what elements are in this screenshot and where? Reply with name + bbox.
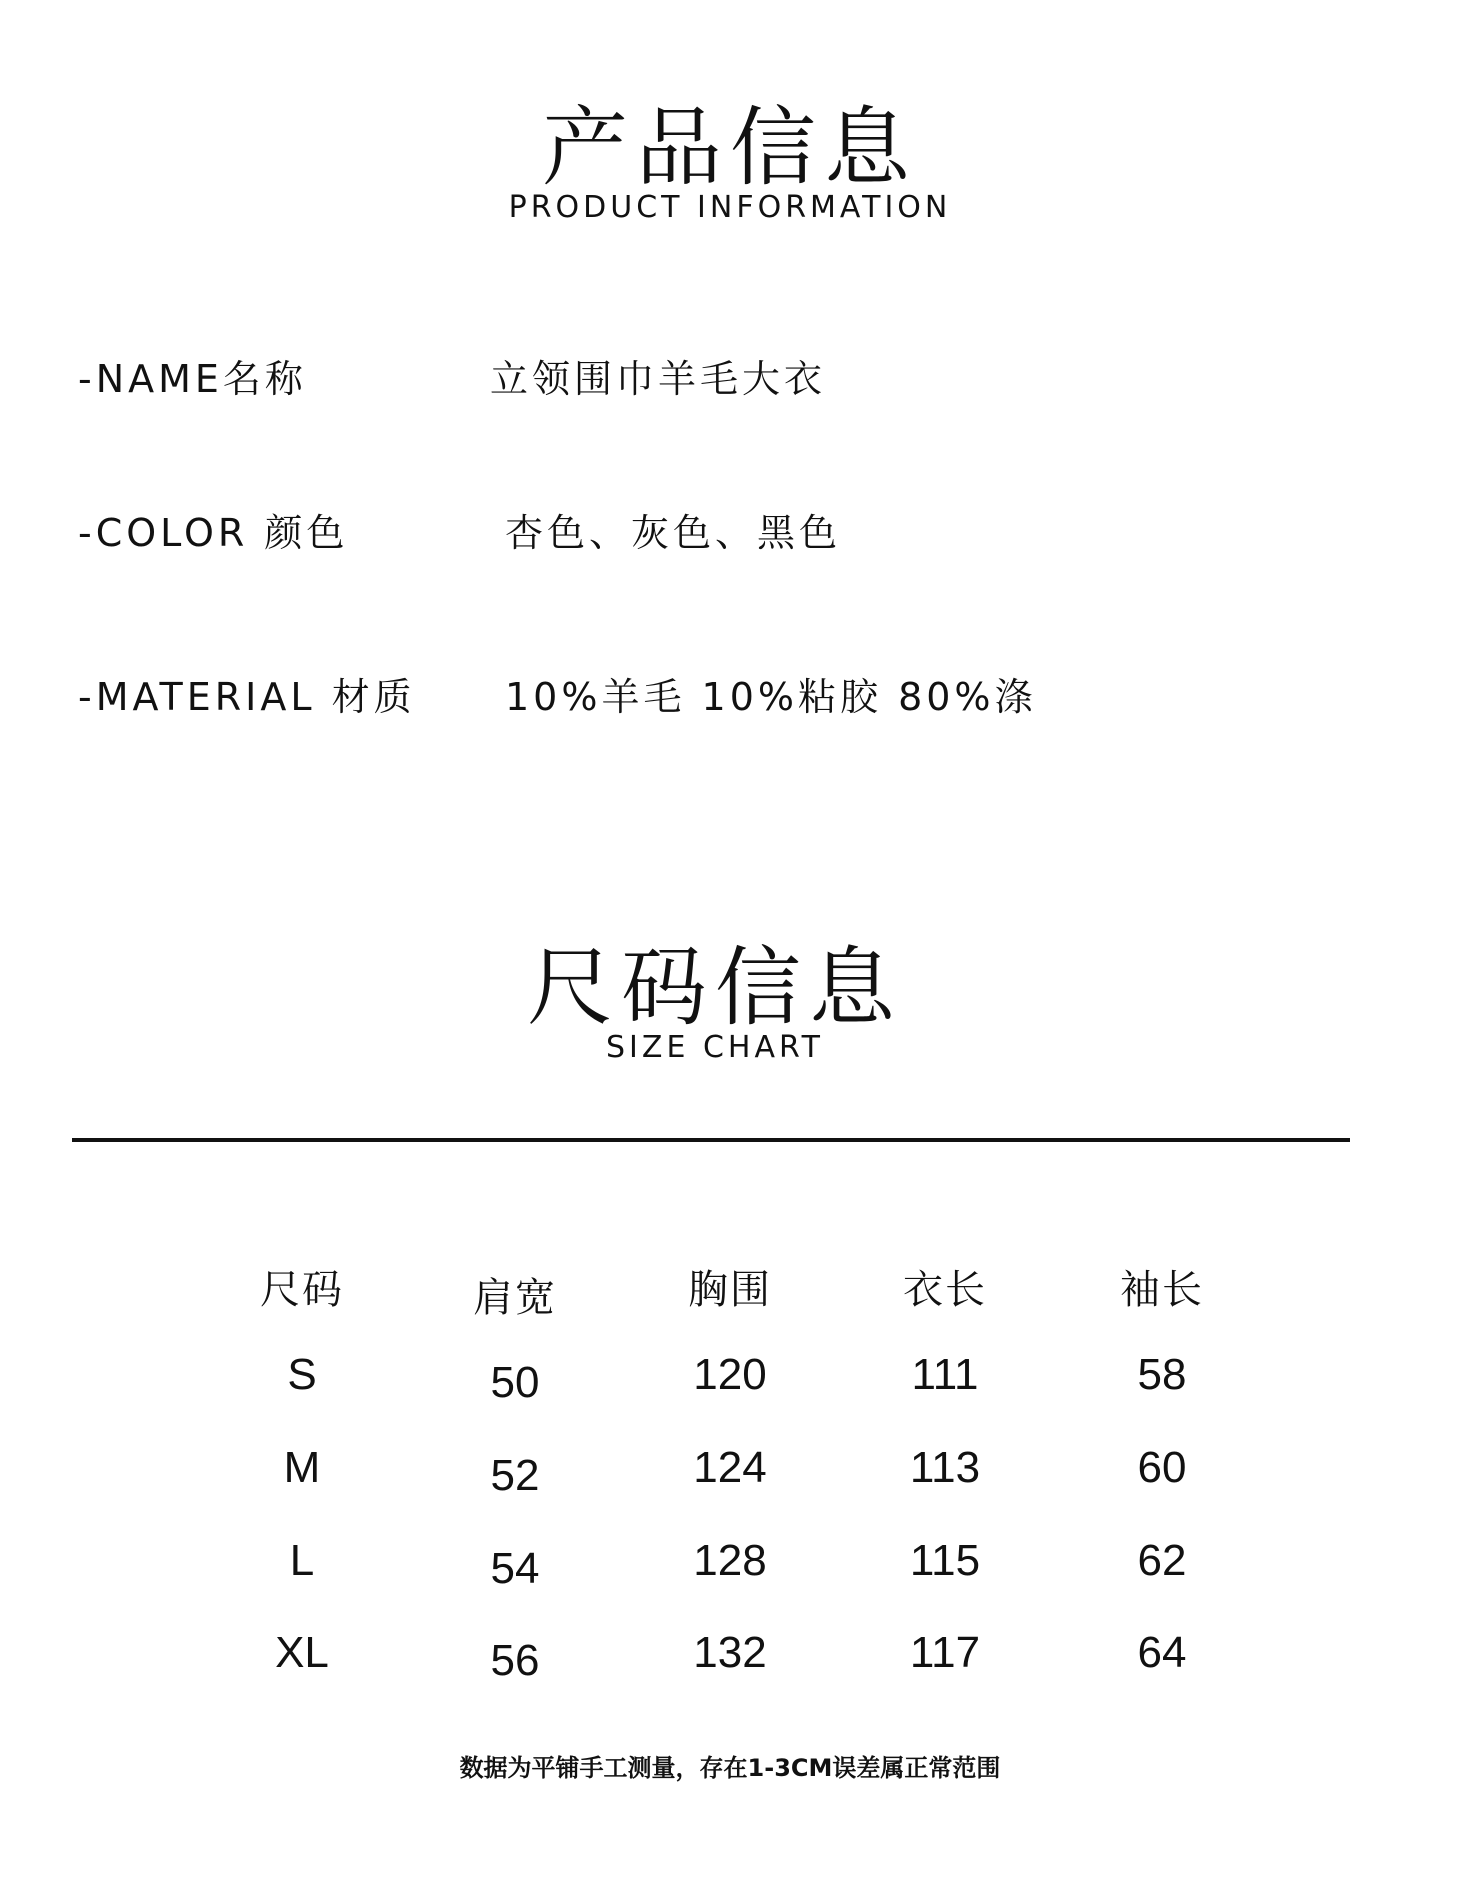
chest-l: 128 [693,1536,767,1585]
header-sleeve: 袖长 [1120,1267,1204,1313]
chest-s: 120 [693,1350,767,1399]
shoulder-xl: 56 [490,1636,540,1685]
header-shoulder: 肩宽 [473,1275,557,1321]
length-l: 115 [909,1536,981,1585]
sleeve-l: 62 [1137,1536,1187,1585]
material-label: -MATERIAL 材质 [78,675,416,719]
name-label: -NAME名称 [78,357,307,401]
length-xl: 117 [909,1628,981,1677]
sleeve-m: 60 [1137,1443,1187,1492]
sleeve-s: 58 [1137,1350,1187,1399]
length-s: 111 [911,1350,979,1399]
measurement-note: 数据为平铺手工测量，存在1-3CM误差属正常范围 [459,1754,1001,1782]
material-value: 10%羊毛 10%粘胶 80%涤 [505,675,1037,719]
header-length: 衣长 [903,1267,987,1313]
size-s: S [287,1350,317,1399]
color-value: 杏色、灰色、黑色 [505,511,842,555]
section-divider [72,1138,1350,1142]
product-info-title: 产品信息 [542,98,918,198]
chest-m: 124 [693,1443,767,1492]
color-label: -COLOR 颜色 [78,511,349,555]
header-size: 尺码 [260,1267,344,1313]
chest-xl: 132 [693,1628,767,1677]
product-info-subtitle: PRODUCT INFORMATION [508,190,952,225]
size-xl: XL [275,1628,329,1677]
size-m: M [283,1443,321,1492]
length-m: 113 [909,1443,981,1492]
sleeve-xl: 64 [1137,1628,1187,1677]
size-chart-subtitle: SIZE CHART [606,1030,824,1065]
size-l: L [289,1536,315,1585]
name-value: 立领围巾羊毛大衣 [490,357,827,401]
shoulder-m: 52 [490,1451,540,1500]
header-chest: 胸围 [688,1267,772,1313]
shoulder-l: 54 [490,1544,540,1593]
shoulder-s: 50 [490,1358,540,1407]
size-chart-title: 尺码信息 [527,938,903,1038]
